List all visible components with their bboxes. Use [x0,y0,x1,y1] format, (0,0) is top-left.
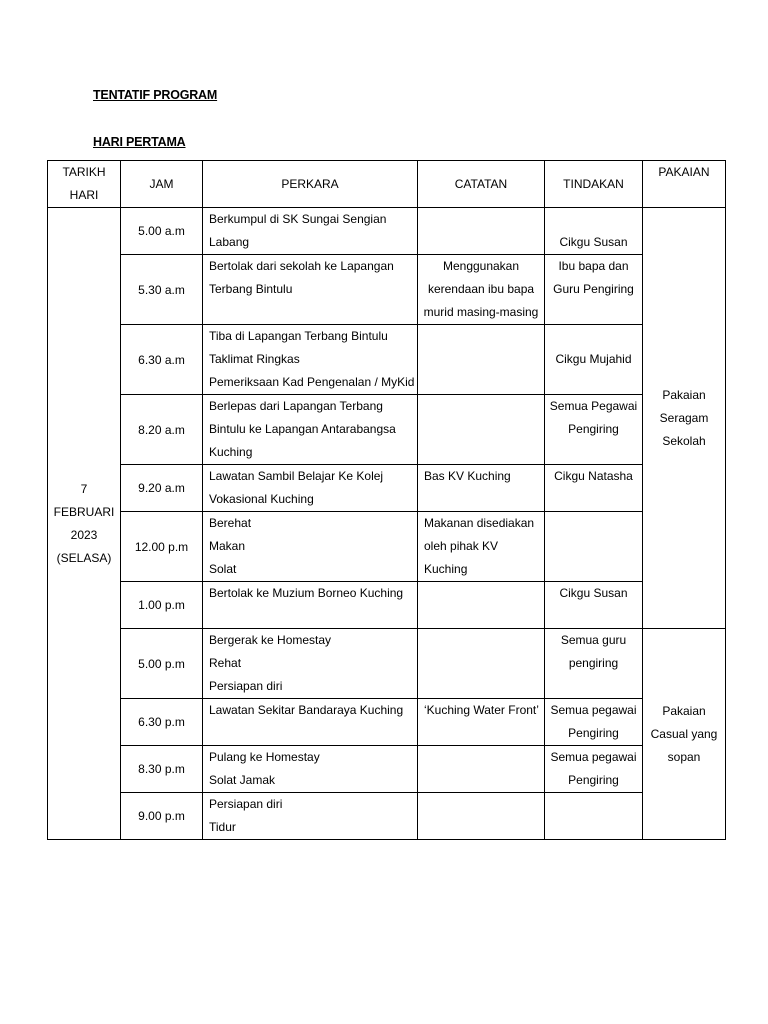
action-line: Pengiring [568,773,619,787]
activity-line: Tiba di Lapangan Terbang Bintulu [209,329,388,343]
header-pakaian: PAKAIAN [643,161,726,208]
action-line: Cikgu Susan [559,235,628,249]
attire-line: Seragam [659,410,709,425]
activity-line: Berkumpul di SK Sungai Sengian [209,212,387,226]
action-line: Semua Pegawai [549,399,638,413]
action-line [545,208,642,231]
attire-line: Casual yang [650,726,718,741]
header-hari-label: HARI [69,188,99,202]
table-row [48,629,726,699]
activity-line: Kuching [209,445,253,459]
table-row [48,746,726,793]
time-cell: 5.00 p.m [121,629,203,699]
table-row [48,465,726,512]
activity-line: Bertolak dari sekolah ke Lapangan [209,259,394,273]
activity-cell [203,512,418,582]
activity-line: Terbang Bintulu [209,282,293,296]
table-row [48,395,726,465]
action-line: pengiring [568,656,619,670]
note-line: Makanan disediakan [424,516,535,530]
activity-cell [203,793,418,840]
action-line: Cikgu Susan [559,586,628,600]
time-cell: 6.30 p.m [121,699,203,746]
note-line: Kuching [424,562,468,576]
note-line: ‘Kuching Water Front’ [424,703,539,717]
note-cell [418,512,545,582]
time-cell: 12.00 p.m [121,512,203,582]
note-line: oleh pihak KV [424,539,499,553]
note-cell [418,208,545,255]
action-cell [545,512,643,582]
activity-cell [203,395,418,465]
table-row [48,793,726,840]
activity-line: Labang [209,235,250,249]
action-line: Cikgu Natasha [554,469,633,483]
activity-cell [203,208,418,255]
note-cell [418,395,545,465]
header-tindakan: TINDAKAN [545,161,643,208]
date-cell [48,208,121,840]
table-row [48,582,726,629]
note-line: murid masing-masing [423,305,539,319]
note-cell [418,255,545,325]
time-cell: 9.20 a.m [121,465,203,512]
activity-line: Pemeriksaan Kad Pengenalan / MyKid [209,375,415,389]
note-cell [418,699,545,746]
attire-line: Sekolah [662,433,706,448]
activity-line: Persiapan diri [209,679,283,693]
activity-line: Taklimat Ringkas [209,352,300,366]
action-line: Semua pegawai [550,703,637,717]
schedule-table [47,160,726,840]
action-line: Guru Pengiring [553,282,634,296]
activity-line: Pulang ke Homestay [209,750,320,764]
table-row [48,512,726,582]
activity-cell [203,699,418,746]
activity-line: Tidur [209,820,236,834]
date-weekday: (SELASA) [56,550,112,565]
activity-line: Bergerak ke Homestay [209,633,332,647]
note-cell [418,793,545,840]
table-row [48,699,726,746]
time-cell: 5.00 a.m [121,208,203,255]
note-cell [418,325,545,395]
activity-cell [203,582,418,629]
attire-line: sopan [667,749,701,764]
document-title: TENTATIF PROGRAM [93,88,218,102]
attire-cell-evening [643,629,726,840]
time-cell: 9.00 p.m [121,793,203,840]
table-row [48,208,726,255]
activity-line: Rehat [209,656,242,670]
activity-cell [203,325,418,395]
table-row [48,255,726,325]
action-cell [545,465,643,512]
activity-line: Persiapan diri [209,797,283,811]
time-cell: 8.20 a.m [121,395,203,465]
note-line: kerendaan ibu bapa [427,282,535,296]
activity-line: Berehat [209,516,252,530]
action-cell [545,325,643,395]
activity-cell [203,255,418,325]
activity-line: Bertolak ke Muzium Borneo Kuching [209,586,404,600]
activity-line: Solat [209,562,237,576]
header-row [48,161,726,208]
date-day: 7 [80,481,88,496]
action-cell [545,395,643,465]
action-line: Semua guru [560,633,627,647]
header-tarikh-hari [48,161,121,208]
time-cell: 8.30 p.m [121,746,203,793]
header-tarikh-label: TARIKH [62,165,106,179]
attire-line: Pakaian [662,387,706,402]
action-cell [545,699,643,746]
header-jam: JAM [121,161,203,208]
header-catatan: CATATAN [418,161,545,208]
time-cell: 6.30 a.m [121,325,203,395]
activity-cell [203,465,418,512]
table-row [48,325,726,395]
time-cell: 1.00 p.m [121,582,203,629]
action-cell [545,208,643,255]
note-cell [418,582,545,629]
time-cell: 5.30 a.m [121,255,203,325]
activity-line: Lawatan Sambil Belajar Ke Kolej [209,469,384,483]
note-line: Menggunakan [442,259,520,273]
action-cell [545,629,643,699]
activity-line: Berlepas dari Lapangan Terbang [209,399,383,413]
attire-cell-morning [643,208,726,629]
activity-line: Vokasional Kuching [209,492,314,506]
header-perkara: PERKARA [203,161,418,208]
activity-line: Bintulu ke Lapangan Antarabangsa [209,422,396,436]
document-subtitle: HARI PERTAMA [93,135,186,149]
activity-line: Lawatan Sekitar Bandaraya Kuching [209,703,404,717]
activity-cell [203,629,418,699]
attire-line: Pakaian [662,703,706,718]
action-cell [545,255,643,325]
note-line: Bas KV Kuching [424,469,511,483]
action-line: Semua pegawai [550,750,637,764]
note-cell [418,746,545,793]
action-line: Pengiring [568,726,619,740]
action-line: Ibu bapa dan [558,259,629,273]
activity-cell [203,746,418,793]
action-cell [545,582,643,629]
activity-line: Solat Jamak [209,773,276,787]
action-cell [545,746,643,793]
note-cell [418,465,545,512]
note-cell [418,629,545,699]
activity-line: Makan [209,539,246,553]
date-month: FEBRUARI [53,504,115,519]
action-cell [545,793,643,840]
action-line: Cikgu Mujahid [555,352,632,366]
date-year: 2023 [70,527,98,542]
action-line: Pengiring [568,422,619,436]
